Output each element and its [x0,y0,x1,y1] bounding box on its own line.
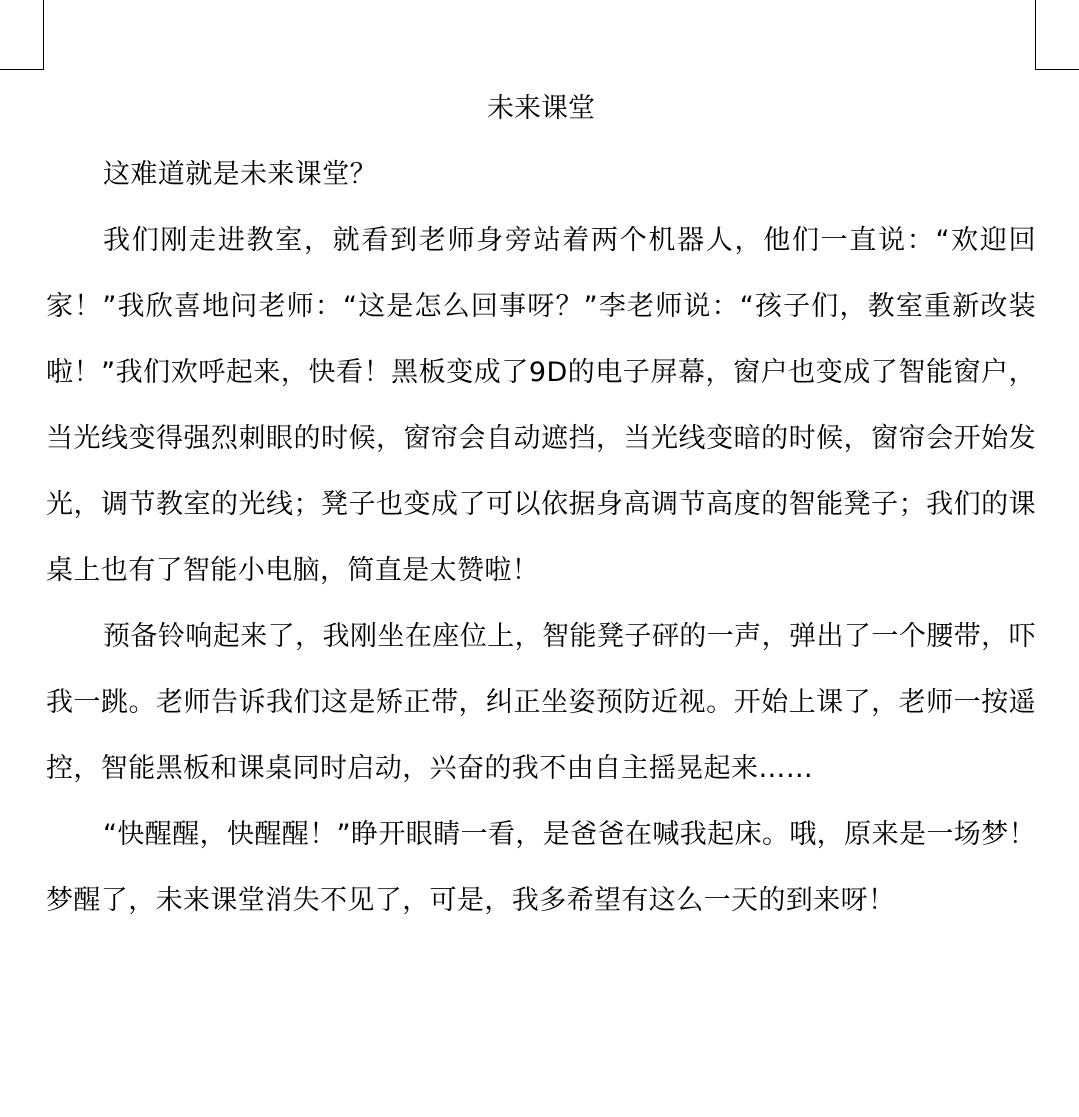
page-corner-mark-top-right [1035,0,1079,70]
paragraph-3: 预备铃响起来了，我刚坐在座位上，智能凳子砰的一声，弹出了一个腰带，吓我一跳。老师告诉我们这是矫正带，纠正坐姿预防近视。开始上课了，老师一按遥控，智能黑板和课桌同时启动，兴奋的我不由自主摇晃起来…… [46,621,1036,784]
paragraph-4: “快醒醒，快醒醒！”睁开眼睛一看，是爸爸在喊我起床。哦，原来是一场梦！梦醒了，未来课堂消失不见了，可是，我多希望有这么一天的到来呀！ [46,819,1036,916]
document-page [46,76,1036,934]
paragraph-1: 这难道就是未来课堂？ [103,159,377,190]
document-title: 未来课堂 [487,93,595,124]
paragraph-2: 我们刚走进教室，就看到老师身旁站着两个机器人，他们一直说：“欢迎回家！”我欣喜地问老师：“这是怎么回事呀？”李老师说：“孩子们，教室重新改装啦！”我们欢呼起来，快看！黑板变成了9D的电子屏幕，窗户也变成了智能窗户，当光线变得强烈刺眼的时候，窗帘会自动遮挡，当光线变暗的时候，窗帘会开始发光，调节教室的光线；凳子也变成了可以依据身高调节高度的智能凳子；我们的课桌上也有了智能小电脑，简直是太赞啦！ [46,225,1036,586]
page-corner-mark-top-left [0,0,44,70]
